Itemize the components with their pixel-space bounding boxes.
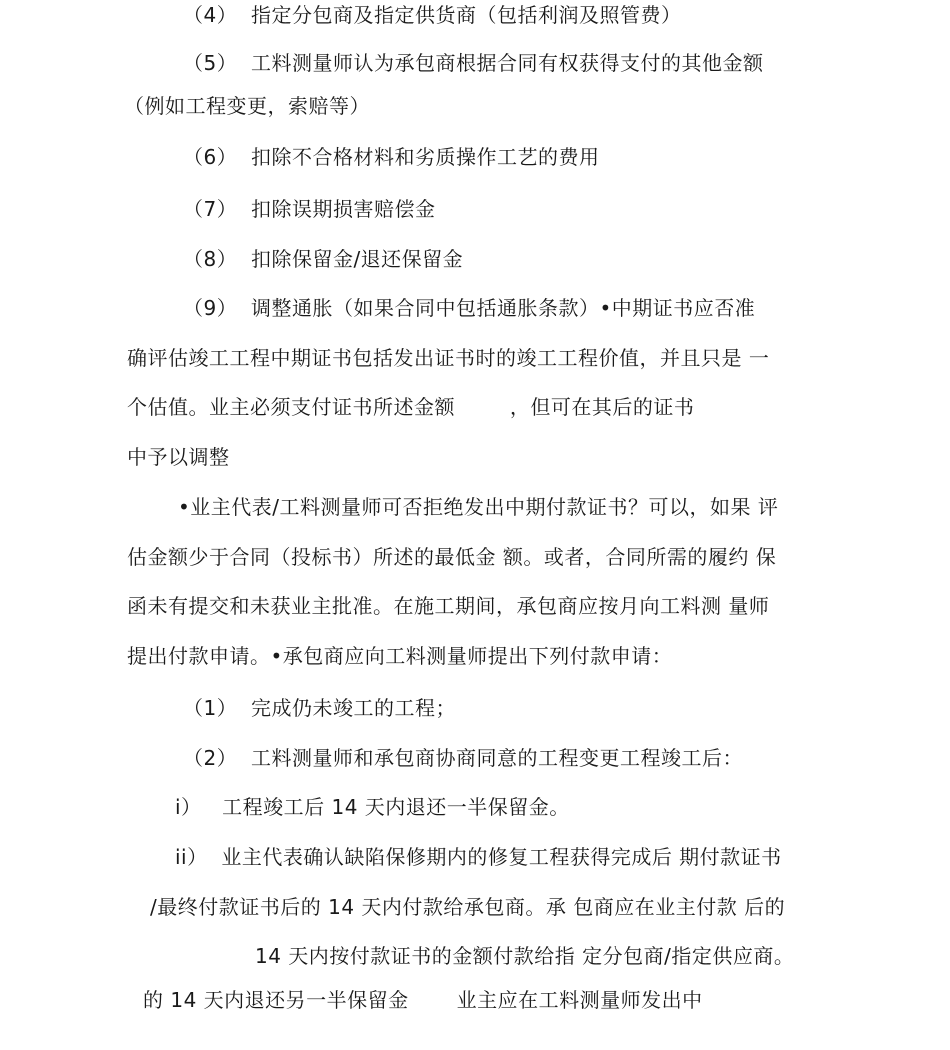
text-line: （1） 完成仍未竣工的工程； [183, 696, 456, 720]
text-line: 14 天内按付款证书的金额付款给指 定分包商/指定供应商。 [255, 944, 795, 968]
text-line: （7） 扣除误期损害赔偿金 [183, 197, 436, 221]
text-line: /最终付款证书后的 14 天内付款给承包商。承 包商应在业主付款 后的 [150, 895, 786, 919]
text-line: （2） 工料测量师和承包商协商同意的工程变更工程竣工后： [183, 746, 743, 770]
text-line: （9） 调整通胀（如果合同中包括通胀条款）•中期证书应否准 [183, 296, 756, 320]
text-line: （例如工程变更，索赔等） [124, 94, 370, 118]
text-line: 提出付款申请。•承包商应向工料测量师提出下列付款申请： [127, 644, 673, 668]
text-line: ii） 业主代表确认缺陷保修期内的修复工程获得完成后 期付款证书 [175, 845, 782, 869]
text-line: （8） 扣除保留金/退还保留金 [183, 247, 464, 271]
text-line: （4） 指定分包商及指定供货商（包括利润及照管费） [183, 3, 682, 27]
text-line: 确评估竣工工程中期证书包括发出证书时的竣工工程价值，并且只是 一 [127, 346, 770, 370]
text-line: •业主代表/工料测量师可否拒绝发出中期付款证书？可以，如果 评 [178, 495, 779, 519]
text-line: 估金额少于合同（投标书）所述的最低金 额。或者，合同所需的履约 保 [127, 545, 777, 569]
text-line: 中予以调整 [127, 445, 230, 469]
text-line: 函未有提交和未获业主批准。在施工期间，承包商应按月向工料测 量师 [127, 594, 770, 618]
text-line: 个估值。业主必须支付证书所述金额 ，但可在其后的证书 [127, 395, 695, 419]
text-line: （5） 工料测量师认为承包商根据合同有权获得支付的其他金额 [183, 51, 764, 75]
text-line: （6） 扣除不合格材料和劣质操作工艺的费用 [183, 145, 600, 169]
text-line: 的 14 天内退还另一半保留金 业主应在工料测量师发出中 [143, 988, 703, 1012]
text-line: i） 工程竣工后 14 天内退还一半保留金。 [175, 795, 570, 819]
